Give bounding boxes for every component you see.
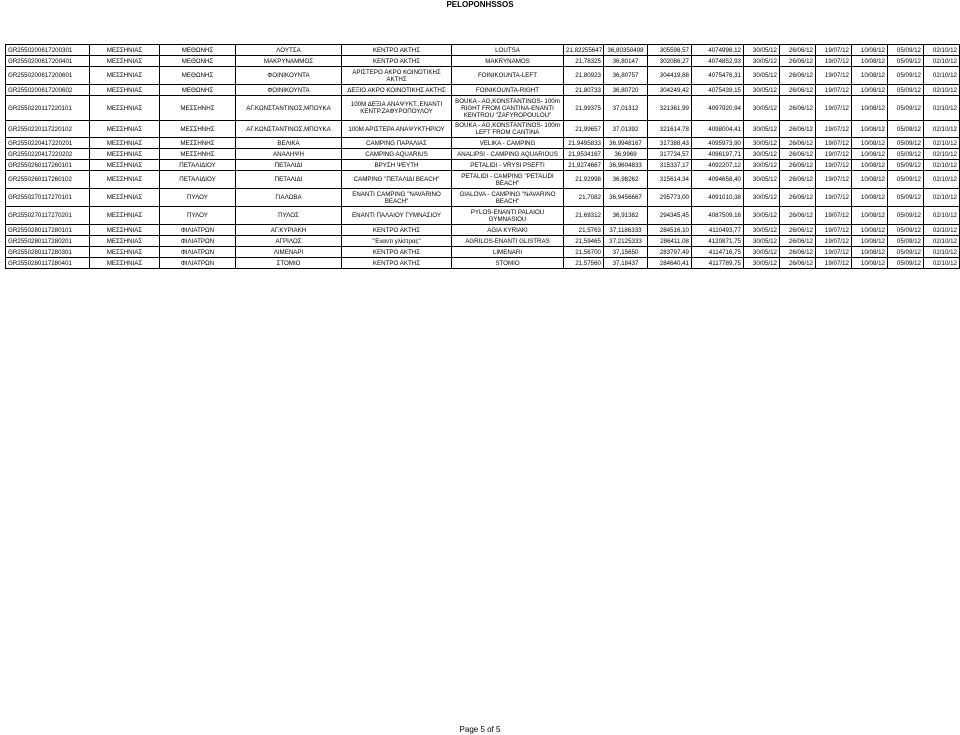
- sample-date-5-cell: 05/09/12: [888, 171, 924, 189]
- sample-date-2-cell: 26/06/12: [780, 56, 816, 67]
- sample-date-2-cell: 26/06/12: [780, 225, 816, 236]
- sample-date-1-cell: 30/05/12: [744, 138, 780, 149]
- location-desc-gr-cell: ΔΕΞΙΟ ΑΚΡΟ ΚΟΙΝΟΤΙΚΗΣ ΑΚΤΗΣ: [342, 85, 452, 96]
- x-coordinate-cell: 283797,49: [648, 247, 692, 258]
- municipality-cell: ΦΙΛΙΑΤΡΩΝ: [160, 247, 236, 258]
- station-id-cell: GR2550200617200602: [6, 85, 90, 96]
- prefecture-cell: ΜΕΣΣΗΝΙΑΣ: [90, 121, 160, 138]
- location-desc-gr-cell: ΚΕΝΤΡΟ ΑΚΤΗΣ: [342, 56, 452, 67]
- latitude-cell: 37,01392: [604, 121, 648, 138]
- location-desc-en-cell: BOUKA - AG,KONSTANTINOS- 100m RIGHT FROM CANTINA-ENANTI KENTROU "ZAFYROPOULOU": [452, 96, 564, 121]
- y-coordinate-cell: 4096197,71: [692, 149, 744, 160]
- prefecture-cell: ΜΕΣΣΗΝΙΑΣ: [90, 225, 160, 236]
- beach-name-cell: ΑΓ.ΚΩΝΣΤΑΝΤΙΝΟΣ,ΜΠΟΥΚΑ: [236, 96, 342, 121]
- location-desc-en-cell: GIALOVA - CAMPING "NAVARINO BEACH": [452, 189, 564, 207]
- table-row: [6, 171, 960, 189]
- y-coordinate-cell: 4091010,38: [692, 189, 744, 207]
- table-row: [6, 236, 960, 247]
- location-desc-en-cell: VELIKA - CAMPING: [452, 138, 564, 149]
- table-row: [6, 85, 960, 96]
- sample-date-4-cell: 10/08/12: [852, 247, 888, 258]
- x-coordinate-cell: 305598,57: [648, 45, 692, 56]
- sample-date-4-cell: 10/08/12: [852, 149, 888, 160]
- sample-date-6-cell: 02/10/12: [924, 225, 960, 236]
- longitude-cell: 21,56700: [564, 247, 604, 258]
- latitude-cell: 37,15650: [604, 247, 648, 258]
- location-desc-gr-cell: CAMPING ΠΑΡΑΛΙΑΣ: [342, 138, 452, 149]
- table-row: [6, 160, 960, 171]
- x-coordinate-cell: 304249,42: [648, 85, 692, 96]
- location-desc-en-cell: FOINIKOUNTA-RIGHT: [452, 85, 564, 96]
- sample-date-2-cell: 26/06/12: [780, 67, 816, 85]
- beach-name-cell: ΣΤΟΜΙΟ: [236, 258, 342, 269]
- station-id-cell: GR2550220417220201: [6, 138, 90, 149]
- sample-date-4-cell: 10/08/12: [852, 96, 888, 121]
- sample-date-2-cell: 26/06/12: [780, 207, 816, 225]
- sample-date-4-cell: 10/08/12: [852, 160, 888, 171]
- x-coordinate-cell: 315614,34: [648, 171, 692, 189]
- location-desc-gr-cell: ΑΡΙΣΤΕΡΟ ΑΚΡΟ ΚΟΙΝΟΤΙΚΗΣ ΑΚΤΗΣ: [342, 67, 452, 85]
- sample-date-1-cell: 30/05/12: [744, 207, 780, 225]
- beach-name-cell: ΠΥΛΟΣ: [236, 207, 342, 225]
- municipality-cell: ΦΙΛΙΑΤΡΩΝ: [160, 258, 236, 269]
- location-desc-gr-cell: ΚΕΝΤΡΟ ΑΚΤΗΣ: [342, 225, 452, 236]
- municipality-cell: ΠΕΤΑΛΙΔΙΟΥ: [160, 171, 236, 189]
- x-coordinate-cell: 317388,43: [648, 138, 692, 149]
- sample-date-6-cell: 02/10/12: [924, 258, 960, 269]
- prefecture-cell: ΜΕΣΣΗΝΙΑΣ: [90, 96, 160, 121]
- sample-date-6-cell: 02/10/12: [924, 85, 960, 96]
- location-desc-gr-cell: ΕΝΑΝΤΙ CAMPING "NAVARINO BEACH": [342, 189, 452, 207]
- sample-date-2-cell: 26/06/12: [780, 171, 816, 189]
- beach-sampling-table: [5, 44, 960, 269]
- station-id-cell: GR2550200617200301: [6, 45, 90, 56]
- sample-date-5-cell: 05/09/12: [888, 138, 924, 149]
- page-header-title: PELOPONHSSOS: [446, 0, 514, 9]
- sample-date-5-cell: 05/09/12: [888, 45, 924, 56]
- sample-date-3-cell: 19/07/12: [816, 247, 852, 258]
- longitude-cell: 21,57560: [564, 258, 604, 269]
- y-coordinate-cell: 4074998,12: [692, 45, 744, 56]
- latitude-cell: 36,9456667: [604, 189, 648, 207]
- y-coordinate-cell: 4120871,75: [692, 236, 744, 247]
- location-desc-en-cell: BOUKA - AG,KONSTANTINOS- 100m LEFT FROM CANTINA: [452, 121, 564, 138]
- location-desc-gr-cell: ΚΕΝΤΡΟ ΑΚΤΗΣ: [342, 247, 452, 258]
- sample-date-6-cell: 02/10/12: [924, 160, 960, 171]
- longitude-cell: 21,9495833: [564, 138, 604, 149]
- sample-date-3-cell: 19/07/12: [816, 121, 852, 138]
- table-row: [6, 56, 960, 67]
- sample-date-6-cell: 02/10/12: [924, 138, 960, 149]
- location-desc-en-cell: STOMIO: [452, 258, 564, 269]
- sample-date-6-cell: 02/10/12: [924, 171, 960, 189]
- longitude-cell: 21,99657: [564, 121, 604, 138]
- location-desc-gr-cell: ΚΕΝΤΡΟ ΑΚΤΗΣ: [342, 45, 452, 56]
- x-coordinate-cell: 294345,45: [648, 207, 692, 225]
- station-id-cell: GR2550270117270201: [6, 207, 90, 225]
- y-coordinate-cell: 4117789,75: [692, 258, 744, 269]
- longitude-cell: 21,59465: [564, 236, 604, 247]
- location-desc-en-cell: AGIA KYRIAKI: [452, 225, 564, 236]
- sample-date-5-cell: 05/09/12: [888, 236, 924, 247]
- y-coordinate-cell: 4097920,94: [692, 96, 744, 121]
- location-desc-gr-cell: CAMPING AQUARIUS: [342, 149, 452, 160]
- sample-date-5-cell: 05/09/12: [888, 207, 924, 225]
- sample-date-3-cell: 19/07/12: [816, 207, 852, 225]
- station-id-cell: GR2550200617200401: [6, 56, 90, 67]
- latitude-cell: 37,18437: [604, 258, 648, 269]
- table-row: [6, 189, 960, 207]
- y-coordinate-cell: 4087509,16: [692, 207, 744, 225]
- longitude-cell: 21,5763: [564, 225, 604, 236]
- beach-name-cell: ΛΙΜΕΝΑΡΙ: [236, 247, 342, 258]
- prefecture-cell: ΜΕΣΣΗΝΙΑΣ: [90, 67, 160, 85]
- sample-date-4-cell: 10/08/12: [852, 189, 888, 207]
- table-row: [6, 225, 960, 236]
- beach-name-cell: ΑΓΡΙΛΟΣ: [236, 236, 342, 247]
- sample-date-4-cell: 10/08/12: [852, 225, 888, 236]
- municipality-cell: ΜΕΘΩΝΗΣ: [160, 85, 236, 96]
- x-coordinate-cell: 317734,57: [648, 149, 692, 160]
- station-id-cell: GR2550260117260102: [6, 171, 90, 189]
- location-desc-en-cell: LOUTSA: [452, 45, 564, 56]
- latitude-cell: 36,80147: [604, 56, 648, 67]
- longitude-cell: 21,69312: [564, 207, 604, 225]
- municipality-cell: ΠΕΤΑΛΙΔΙΟΥ: [160, 160, 236, 171]
- sample-date-6-cell: 02/10/12: [924, 247, 960, 258]
- location-desc-gr-cell: "Έναντι γλίστρας": [342, 236, 452, 247]
- sample-date-3-cell: 19/07/12: [816, 138, 852, 149]
- location-desc-gr-cell: 100Μ ΔΕΞΙΑ ΑΝΑΨΥΚΤ.,ΕΝΑΝΤΙ ΚΕΝΤΡ.ΖΑΦΥΡΟΠΟΥΛΟΥ: [342, 96, 452, 121]
- sample-date-4-cell: 10/08/12: [852, 45, 888, 56]
- municipality-cell: ΠΥΛΟΥ: [160, 189, 236, 207]
- municipality-cell: ΦΙΛΙΑΤΡΩΝ: [160, 236, 236, 247]
- sample-date-1-cell: 30/05/12: [744, 45, 780, 56]
- municipality-cell: ΜΕΘΩΝΗΣ: [160, 56, 236, 67]
- sample-date-6-cell: 02/10/12: [924, 149, 960, 160]
- sample-date-5-cell: 05/09/12: [888, 149, 924, 160]
- beach-name-cell: ΑΝΑΛΗΨΗ: [236, 149, 342, 160]
- longitude-cell: 21,92998: [564, 171, 604, 189]
- location-desc-en-cell: PETALIDI - CAMPING "PETALIDI BEACH": [452, 171, 564, 189]
- x-coordinate-cell: 321614,78: [648, 121, 692, 138]
- station-id-cell: GR2550200617200601: [6, 67, 90, 85]
- sample-date-3-cell: 19/07/12: [816, 67, 852, 85]
- longitude-cell: 21,78325: [564, 56, 604, 67]
- sample-date-3-cell: 19/07/12: [816, 258, 852, 269]
- location-desc-gr-cell: CAMPING "ΠΕΤΑΛΙΔΙ BEACH": [342, 171, 452, 189]
- sample-date-4-cell: 10/08/12: [852, 258, 888, 269]
- sample-date-1-cell: 30/05/12: [744, 258, 780, 269]
- sample-date-1-cell: 30/05/12: [744, 85, 780, 96]
- municipality-cell: ΠΥΛΟΥ: [160, 207, 236, 225]
- beach-name-cell: ΒΕΛΙΚΑ: [236, 138, 342, 149]
- sample-date-4-cell: 10/08/12: [852, 236, 888, 247]
- y-coordinate-cell: 4092207,12: [692, 160, 744, 171]
- station-id-cell: GR2550260117260101: [6, 160, 90, 171]
- x-coordinate-cell: 304419,88: [648, 67, 692, 85]
- sample-date-5-cell: 05/09/12: [888, 160, 924, 171]
- sample-date-3-cell: 19/07/12: [816, 236, 852, 247]
- longitude-cell: 21,7082: [564, 189, 604, 207]
- longitude-cell: 21,99375: [564, 96, 604, 121]
- prefecture-cell: ΜΕΣΣΗΝΙΑΣ: [90, 56, 160, 67]
- latitude-cell: 37,01312: [604, 96, 648, 121]
- sample-date-1-cell: 30/05/12: [744, 247, 780, 258]
- sample-date-2-cell: 26/06/12: [780, 121, 816, 138]
- location-desc-en-cell: LIMENARI: [452, 247, 564, 258]
- y-coordinate-cell: 4094658,40: [692, 171, 744, 189]
- municipality-cell: ΜΕΘΩΝΗΣ: [160, 45, 236, 56]
- sample-date-6-cell: 02/10/12: [924, 207, 960, 225]
- y-coordinate-cell: 4110493,77: [692, 225, 744, 236]
- latitude-cell: 36,80350498: [604, 45, 648, 56]
- municipality-cell: ΜΕΣΣΗΝΗΣ: [160, 96, 236, 121]
- location-desc-en-cell: PETALIDI - VRYSI PSEFTI: [452, 160, 564, 171]
- sample-date-5-cell: 05/09/12: [888, 96, 924, 121]
- location-desc-gr-cell: ΚΕΝΤΡΟ ΑΚΤΗΣ: [342, 258, 452, 269]
- sample-date-1-cell: 30/05/12: [744, 67, 780, 85]
- sample-date-6-cell: 02/10/12: [924, 236, 960, 247]
- latitude-cell: 36,9969: [604, 149, 648, 160]
- prefecture-cell: ΜΕΣΣΗΝΙΑΣ: [90, 138, 160, 149]
- sample-date-6-cell: 02/10/12: [924, 45, 960, 56]
- page-footer-number: Page 5 of 5: [459, 725, 501, 734]
- sample-date-4-cell: 10/08/12: [852, 56, 888, 67]
- municipality-cell: ΜΕΣΣΗΝΗΣ: [160, 138, 236, 149]
- latitude-cell: 36,91382: [604, 207, 648, 225]
- longitude-cell: 21,9534167: [564, 149, 604, 160]
- prefecture-cell: ΜΕΣΣΗΝΙΑΣ: [90, 45, 160, 56]
- sample-date-6-cell: 02/10/12: [924, 189, 960, 207]
- sample-date-6-cell: 02/10/12: [924, 96, 960, 121]
- x-coordinate-cell: 315337,17: [648, 160, 692, 171]
- table-row: [6, 67, 960, 85]
- sample-date-5-cell: 05/09/12: [888, 67, 924, 85]
- latitude-cell: 36,98262: [604, 171, 648, 189]
- sample-date-2-cell: 26/06/12: [780, 96, 816, 121]
- municipality-cell: ΦΙΛΙΑΤΡΩΝ: [160, 225, 236, 236]
- table-row: [6, 207, 960, 225]
- sample-date-3-cell: 19/07/12: [816, 189, 852, 207]
- table-row: [6, 138, 960, 149]
- table-row: [6, 45, 960, 56]
- sample-date-1-cell: 30/05/12: [744, 236, 780, 247]
- station-id-cell: GR2550280117280201: [6, 236, 90, 247]
- sample-date-4-cell: 10/08/12: [852, 121, 888, 138]
- sample-date-3-cell: 19/07/12: [816, 171, 852, 189]
- sample-date-1-cell: 30/05/12: [744, 189, 780, 207]
- location-desc-gr-cell: 100Μ ΑΡΙΣΤΕΡΑ ΑΝΑΨΥΚΤΗΡΙΟΥ: [342, 121, 452, 138]
- sample-date-1-cell: 30/05/12: [744, 56, 780, 67]
- prefecture-cell: ΜΕΣΣΗΝΙΑΣ: [90, 189, 160, 207]
- latitude-cell: 36,9604833: [604, 160, 648, 171]
- y-coordinate-cell: 4095973,90: [692, 138, 744, 149]
- sample-date-4-cell: 10/08/12: [852, 207, 888, 225]
- sample-date-5-cell: 05/09/12: [888, 85, 924, 96]
- beach-name-cell: ΠΕΤΑΛΙΔΙ: [236, 171, 342, 189]
- y-coordinate-cell: 4075439,15: [692, 85, 744, 96]
- sample-date-1-cell: 30/05/12: [744, 149, 780, 160]
- x-coordinate-cell: 302086,27: [648, 56, 692, 67]
- y-coordinate-cell: 4098004,41: [692, 121, 744, 138]
- longitude-cell: 21,82255647: [564, 45, 604, 56]
- prefecture-cell: ΜΕΣΣΗΝΙΑΣ: [90, 160, 160, 171]
- sample-date-5-cell: 05/09/12: [888, 258, 924, 269]
- sample-date-6-cell: 02/10/12: [924, 67, 960, 85]
- x-coordinate-cell: 295773,00: [648, 189, 692, 207]
- sample-date-3-cell: 19/07/12: [816, 96, 852, 121]
- sample-date-4-cell: 10/08/12: [852, 85, 888, 96]
- sample-date-3-cell: 19/07/12: [816, 160, 852, 171]
- sample-date-4-cell: 10/08/12: [852, 171, 888, 189]
- sample-date-1-cell: 30/05/12: [744, 96, 780, 121]
- beach-name-cell: ΦΟΙΝΙΚΟΥΝΤΑ: [236, 85, 342, 96]
- sample-date-3-cell: 19/07/12: [816, 85, 852, 96]
- longitude-cell: 21,80733: [564, 85, 604, 96]
- sample-date-2-cell: 26/06/12: [780, 236, 816, 247]
- sample-date-1-cell: 30/05/12: [744, 171, 780, 189]
- sample-date-4-cell: 10/08/12: [852, 138, 888, 149]
- latitude-cell: 36,80757: [604, 67, 648, 85]
- sample-date-3-cell: 19/07/12: [816, 225, 852, 236]
- y-coordinate-cell: 4075476,31: [692, 67, 744, 85]
- prefecture-cell: ΜΕΣΣΗΝΙΑΣ: [90, 207, 160, 225]
- x-coordinate-cell: 321361,99: [648, 96, 692, 121]
- longitude-cell: 21,80923: [564, 67, 604, 85]
- sample-date-1-cell: 30/05/12: [744, 121, 780, 138]
- y-coordinate-cell: 4114716,75: [692, 247, 744, 258]
- prefecture-cell: ΜΕΣΣΗΝΙΑΣ: [90, 236, 160, 247]
- latitude-cell: 37,1186333: [604, 225, 648, 236]
- prefecture-cell: ΜΕΣΣΗΝΙΑΣ: [90, 149, 160, 160]
- station-id-cell: GR2550280117280101: [6, 225, 90, 236]
- municipality-cell: ΜΕΘΩΝΗΣ: [160, 67, 236, 85]
- x-coordinate-cell: 284516,10: [648, 225, 692, 236]
- location-desc-gr-cell: ΕΝΑΝΤΙ ΠΑΛΑΙΟΥ ΓΥΜΝΑΣΙΟΥ: [342, 207, 452, 225]
- sample-date-3-cell: 19/07/12: [816, 149, 852, 160]
- station-id-cell: GR2550220117220102: [6, 121, 90, 138]
- table-row: [6, 121, 960, 138]
- sample-date-2-cell: 26/06/12: [780, 45, 816, 56]
- location-desc-en-cell: MAKRYNAMOS: [452, 56, 564, 67]
- sample-date-3-cell: 19/07/12: [816, 45, 852, 56]
- x-coordinate-cell: 286411,08: [648, 236, 692, 247]
- beach-name-cell: ΛΟΥΤΣΑ: [236, 45, 342, 56]
- sample-date-2-cell: 26/06/12: [780, 189, 816, 207]
- y-coordinate-cell: 4074852,93: [692, 56, 744, 67]
- sample-date-3-cell: 19/07/12: [816, 56, 852, 67]
- table-row: [6, 258, 960, 269]
- sample-date-5-cell: 05/09/12: [888, 121, 924, 138]
- sample-date-6-cell: 02/10/12: [924, 121, 960, 138]
- longitude-cell: 21,9274667: [564, 160, 604, 171]
- location-desc-en-cell: ANALIPSI - CAMPING AQUARIOUS: [452, 149, 564, 160]
- sample-date-4-cell: 10/08/12: [852, 67, 888, 85]
- x-coordinate-cell: 284640,41: [648, 258, 692, 269]
- sample-date-2-cell: 26/06/12: [780, 149, 816, 160]
- sample-date-1-cell: 30/05/12: [744, 225, 780, 236]
- beach-name-cell: ΓΙΑΛΟΒΑ: [236, 189, 342, 207]
- location-desc-en-cell: FOINIKOUNTA-LEFT: [452, 67, 564, 85]
- beach-name-cell: ΜΑΚΡΥΝΑΜΜΟΣ: [236, 56, 342, 67]
- sample-date-2-cell: 26/06/12: [780, 160, 816, 171]
- prefecture-cell: ΜΕΣΣΗΝΙΑΣ: [90, 247, 160, 258]
- sample-date-2-cell: 26/06/12: [780, 85, 816, 96]
- location-desc-en-cell: AGRILOS-ENANTI GLISTRAS: [452, 236, 564, 247]
- prefecture-cell: ΜΕΣΣΗΝΙΑΣ: [90, 171, 160, 189]
- location-desc-en-cell: PYLOS-ENANTI PALAIOU GYMNASIOU: [452, 207, 564, 225]
- latitude-cell: 37,2125333: [604, 236, 648, 247]
- station-id-cell: GR2550220417220202: [6, 149, 90, 160]
- sample-date-5-cell: 05/09/12: [888, 247, 924, 258]
- table-row: [6, 149, 960, 160]
- sample-date-6-cell: 02/10/12: [924, 56, 960, 67]
- sample-date-2-cell: 26/06/12: [780, 247, 816, 258]
- prefecture-cell: ΜΕΣΣΗΝΙΑΣ: [90, 258, 160, 269]
- latitude-cell: 36,80720: [604, 85, 648, 96]
- beach-name-cell: ΦΟΙΝΙΚΟΥΝΤΑ: [236, 67, 342, 85]
- sample-date-2-cell: 26/06/12: [780, 138, 816, 149]
- municipality-cell: ΜΕΣΣΗΝΗΣ: [160, 121, 236, 138]
- table-row: [6, 96, 960, 121]
- sample-date-5-cell: 05/09/12: [888, 189, 924, 207]
- location-desc-gr-cell: ΒΡΥΣΗ ΨΕΥΤΗ: [342, 160, 452, 171]
- station-id-cell: GR2550280117280401: [6, 258, 90, 269]
- sample-date-5-cell: 05/09/12: [888, 56, 924, 67]
- beach-name-cell: ΑΓ.ΚΩΝΣΤΑΝΤΙΝΟΣ,ΜΠΟΥΚΑ: [236, 121, 342, 138]
- station-id-cell: GR2550220117220101: [6, 96, 90, 121]
- beach-name-cell: ΑΓ.ΚΥΡΙΑΚΗ: [236, 225, 342, 236]
- sample-date-5-cell: 05/09/12: [888, 225, 924, 236]
- municipality-cell: ΜΕΣΣΗΝΗΣ: [160, 149, 236, 160]
- latitude-cell: 36,9948167: [604, 138, 648, 149]
- station-id-cell: GR2550280117280301: [6, 247, 90, 258]
- sample-date-2-cell: 26/06/12: [780, 258, 816, 269]
- table-row: [6, 247, 960, 258]
- prefecture-cell: ΜΕΣΣΗΝΙΑΣ: [90, 85, 160, 96]
- sample-date-1-cell: 30/05/12: [744, 160, 780, 171]
- beach-name-cell: ΠΕΤΑΛΙΔΙ: [236, 160, 342, 171]
- station-id-cell: GR2550270117270101: [6, 189, 90, 207]
